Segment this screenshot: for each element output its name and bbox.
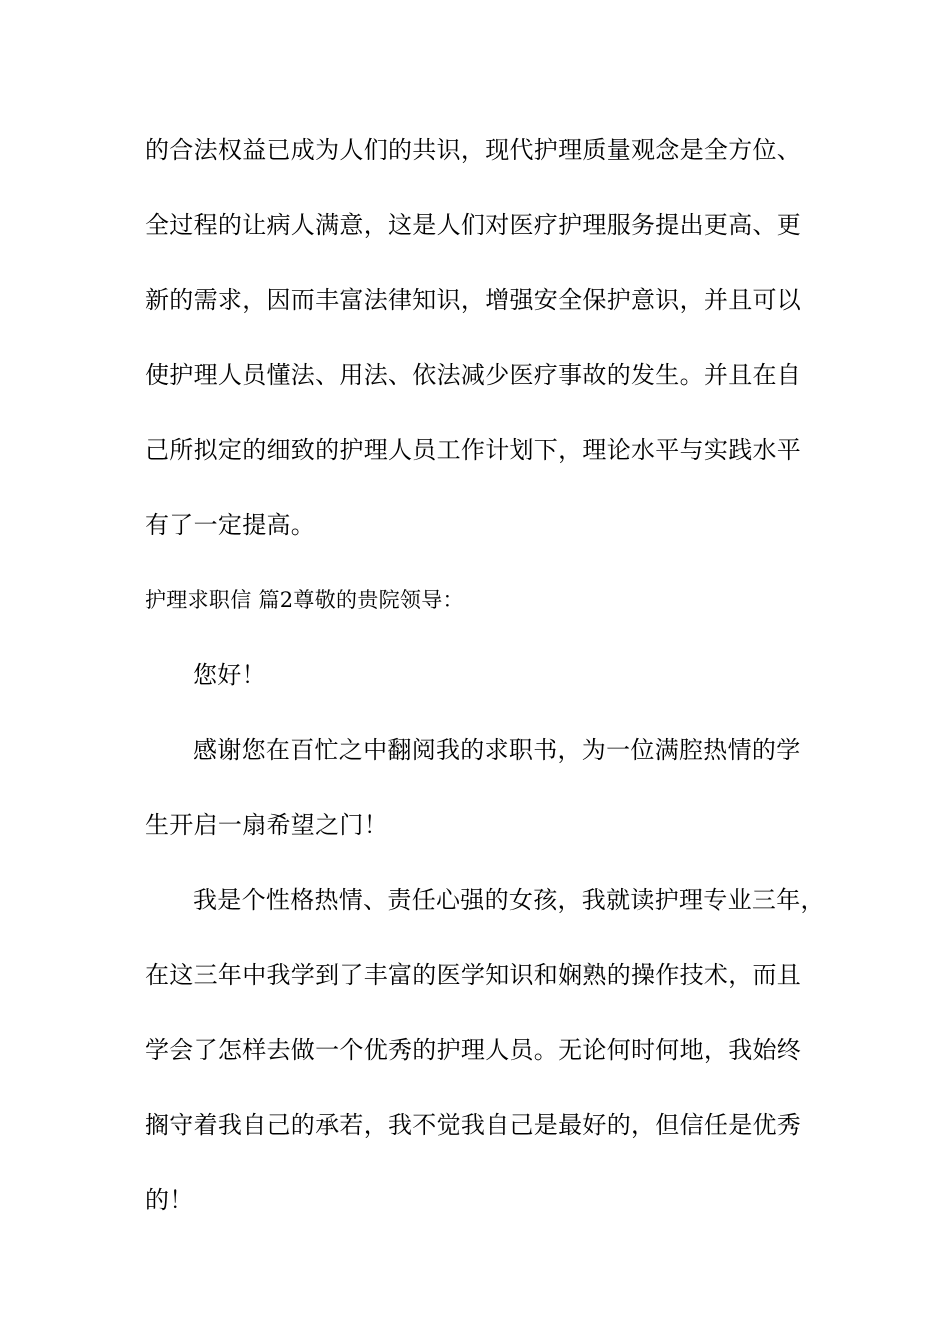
paragraph-1-line-1: 的合法权益已成为人们的共识，现代护理质量观念是全方位、 (145, 136, 802, 164)
paragraph-3-line-3: 学会了怎样去做一个优秀的护理人员。无论何时何地，我始终 (145, 1036, 802, 1064)
paragraph-1-line-2: 全过程的让病人满意，这是人们对医疗护理服务提出更高、更 (145, 211, 802, 239)
paragraph-2-line-1: 感谢您在百忙之中翻阅我的求职书，为一位满腔热情的学 (193, 736, 801, 764)
paragraph-3-line-4: 搁守着我自己的承若，我不觉我自己是最好的，但信任是优秀 (145, 1111, 802, 1139)
paragraph-1-line-3: 新的需求，因而丰富法律知识，增强安全保护意识，并且可以 (145, 286, 802, 314)
paragraph-1-line-6: 有了一定提高。 (145, 511, 316, 539)
paragraph-3-line-1: 我是个性格热情、责任心强的女孩，我就读护理专业三年， (193, 886, 825, 914)
paragraph-3-line-5: 的！ (145, 1186, 194, 1214)
paragraph-3-line-2: 在这三年中我学到了丰富的医学知识和娴熟的操作技术，而且 (145, 961, 802, 989)
paragraph-2-line-2: 生开启一扇希望之门！ (145, 811, 388, 839)
paragraph-1-line-5: 己所拟定的细致的护理人员工作计划下，理论水平与实践水平 (145, 436, 802, 464)
section-heading: 护理求职信 篇2尊敬的贵院领导： (145, 588, 464, 612)
paragraph-1-line-4: 使护理人员懂法、用法、依法减少医疗事故的发生。并且在自 (145, 361, 802, 389)
greeting: 您好！ (193, 661, 266, 689)
